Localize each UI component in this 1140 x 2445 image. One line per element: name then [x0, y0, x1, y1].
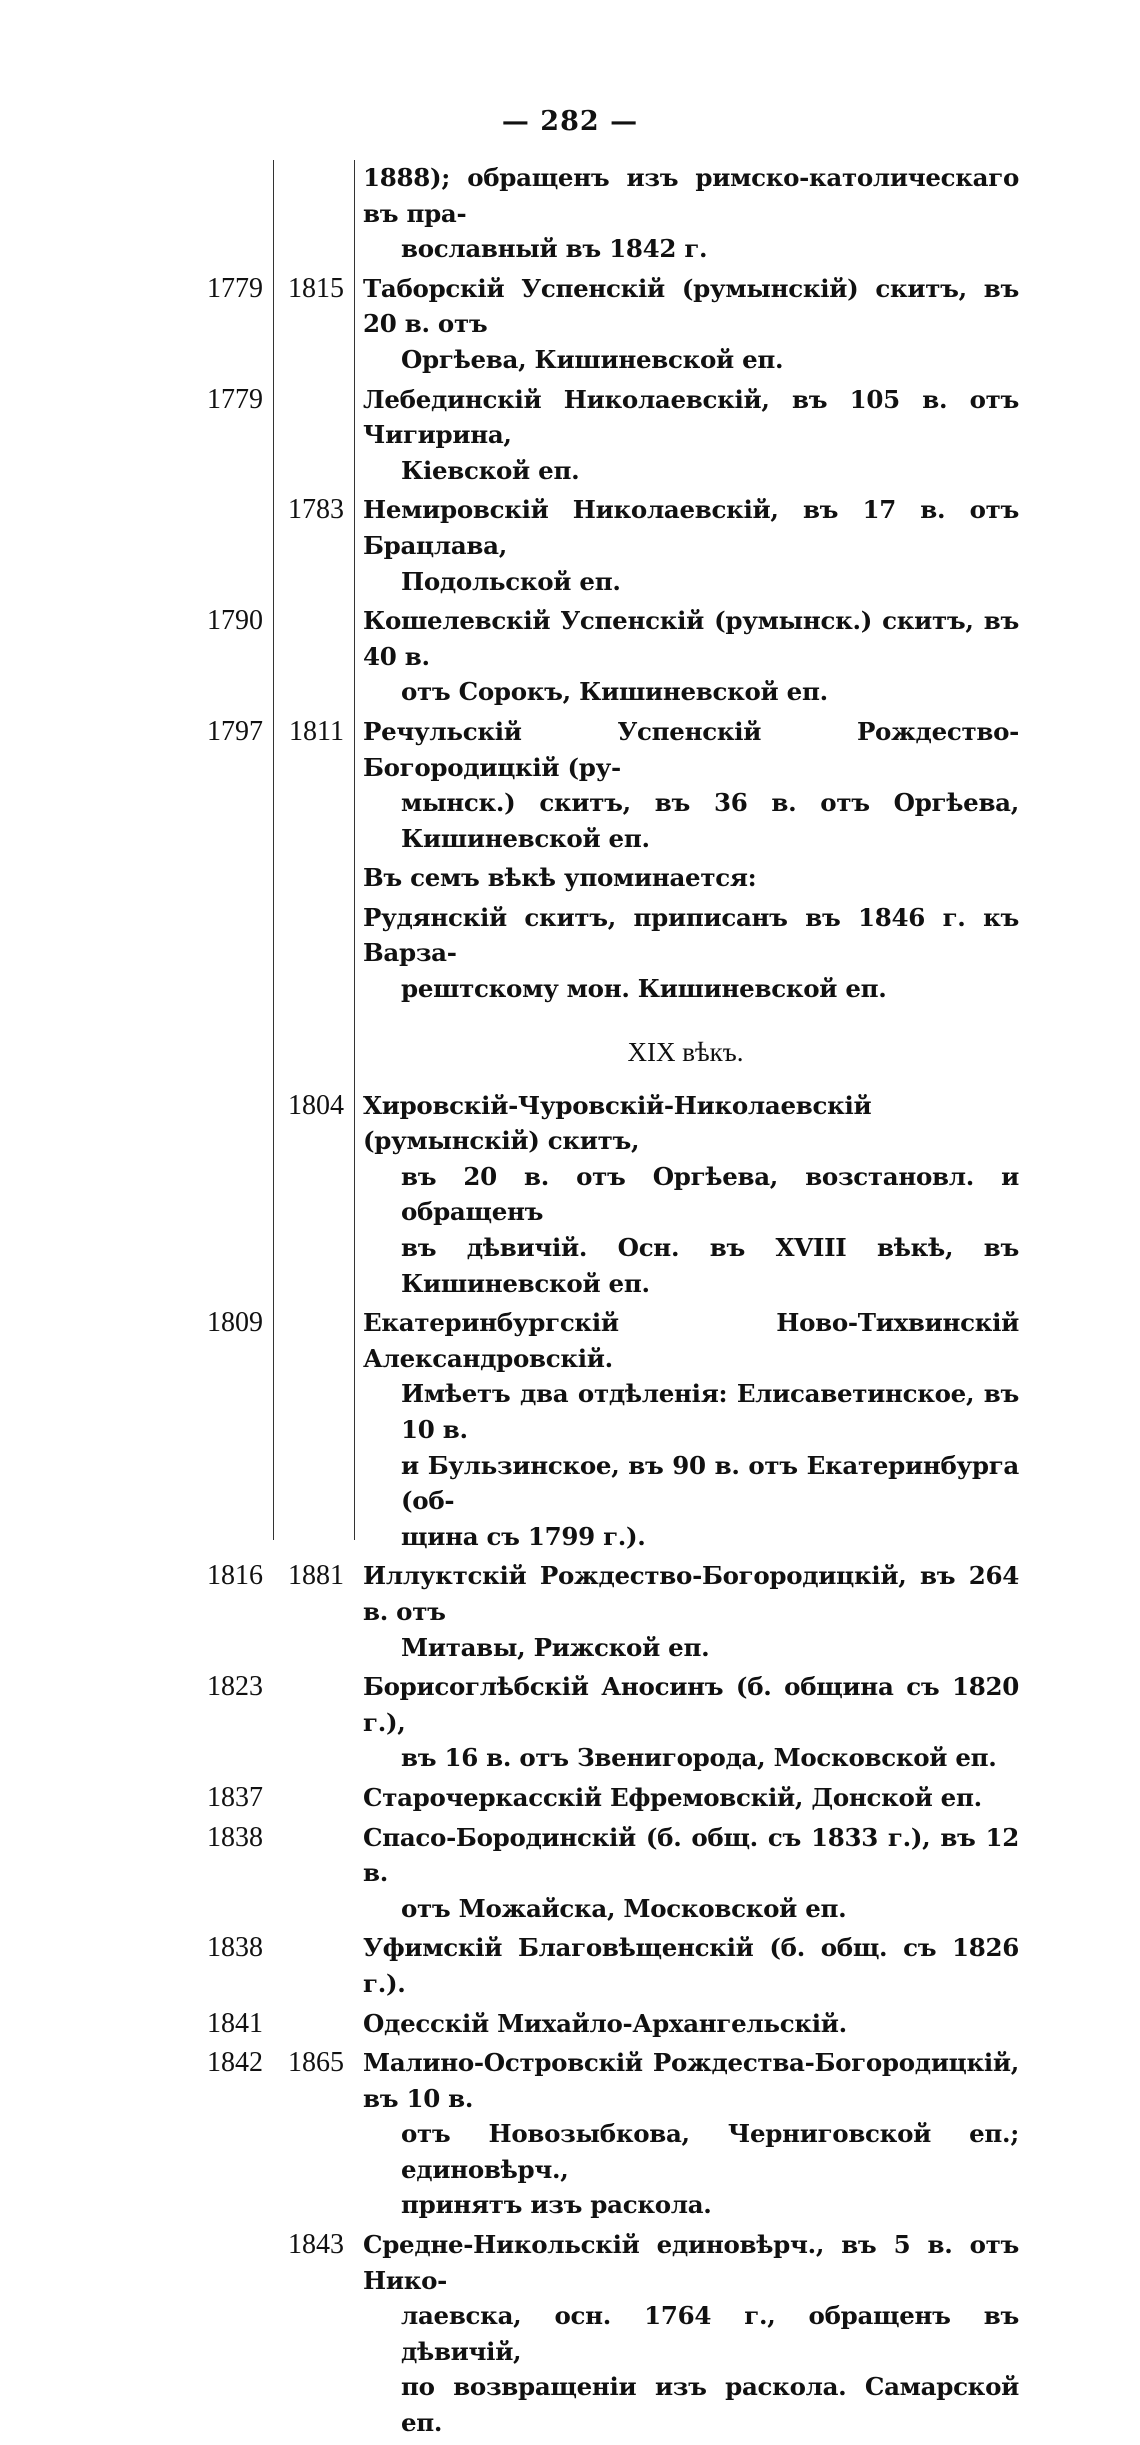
table-row — [180, 1820, 1030, 1927]
founding-year: 1823 — [207, 1671, 263, 1703]
description-line: Спасо-Бородинскій (б. общ. съ 1833 г.), въ 12 в. — [363, 1822, 1019, 1888]
description-line: Лебединскій Николаевскій, въ 105 в. отъ Чигирина, — [363, 384, 1019, 450]
table-row — [180, 492, 1030, 599]
description-line: Оргѣева, Кишиневской еп. — [401, 344, 784, 374]
description-line: по возвращеніи изъ раскола. Самарской еп. — [401, 2372, 1019, 2438]
founding-year: 1790 — [207, 605, 263, 637]
monastery-description — [354, 860, 1019, 896]
table-row — [180, 860, 1030, 896]
description-line: Старочеркасскій Ефремовскій, Донской еп. — [363, 1782, 982, 1812]
description-line: Одесскій Михайло-Архангельскій. — [363, 2008, 847, 2038]
monastery-description — [354, 2227, 1019, 2441]
table-body-19th-century — [180, 1088, 1030, 2445]
convent-year: 1804 — [288, 1089, 344, 1121]
table-row — [180, 2006, 1030, 2042]
column-rule-right — [354, 160, 355, 1540]
page-number: — 282 — — [501, 106, 639, 137]
description-line: Малино-Островскій Рождества-Богородицкій, въ 10 в. — [363, 2048, 1019, 2113]
monastery-description — [354, 2006, 1019, 2042]
table-row — [180, 1930, 1030, 2001]
description-line: лаевска, осн. 1764 г., обращенъ въ дѣвичій, — [401, 2301, 1019, 2366]
table-row — [180, 1669, 1030, 1776]
founding-year: 1809 — [207, 1307, 263, 1339]
description-line: отъ Можайска, Московской еп. — [401, 1893, 847, 1923]
description-line: Борисоглѣбскій Аносинъ (б. община съ 1820 г.), — [363, 1672, 1019, 1737]
convent-year: 1783 — [288, 494, 344, 526]
table-row — [180, 714, 1030, 856]
description-line: Кошелевскій Успенскій (румынск.) скитъ, въ 40 в. — [363, 606, 1019, 671]
table-row — [180, 382, 1030, 489]
description-line: Уфимскій Благовѣщенскій (б. общ. съ 1826 г.). — [363, 1933, 1019, 1998]
description-line: Речульскій Успенскій Рождество-Богородицкій (ру- — [363, 716, 1019, 782]
description-line: мынск.) скитъ, въ 36 в. отъ Оргѣева, Кишиневской еп. — [401, 788, 1019, 853]
table-row — [180, 1088, 1030, 1302]
founding-year: 1779 — [207, 383, 263, 415]
monastery-description — [354, 382, 1019, 489]
table-row — [180, 900, 1030, 1007]
description-line: Немировскій Николаевскій, въ 17 в. отъ Брацлава, — [363, 495, 1019, 560]
monastery-description — [354, 900, 1019, 1007]
convent-year: 1811 — [289, 715, 344, 747]
monastery-description — [354, 160, 1019, 267]
description-line: Кіевской еп. — [401, 455, 580, 485]
monastery-table — [180, 160, 1030, 2445]
description-line: Хировскій-Чуровскій-Николаевскій (румынскій) скитъ, — [363, 1090, 872, 1156]
description-line: Екатеринбургскій Ново-Тихвинскій Александровскій. — [363, 1308, 1019, 1373]
founding-year: 1779 — [207, 272, 263, 304]
convent-year: 1865 — [288, 2047, 344, 2079]
monastery-description — [354, 1305, 1019, 1554]
table-row — [180, 271, 1030, 378]
table-row — [180, 603, 1030, 710]
description-line: щина съ 1799 г.). — [401, 1521, 646, 1551]
description-line: Средне-Никольскій единовѣрч., въ 5 в. отъ Нико- — [363, 2230, 1019, 2295]
description-line: Имѣетъ два отдѣленія: Елисаветинское, въ 10 в. — [401, 1379, 1019, 1444]
monastery-description — [354, 1930, 1019, 2001]
monastery-description — [354, 714, 1019, 856]
description-line: и Бульзинское, въ 90 в. отъ Екатеринбурга (об- — [401, 1450, 1019, 1516]
monastery-description — [354, 1669, 1019, 1776]
description-line: Иллуктскій Рождество-Богородицкій, въ 264 в. отъ — [363, 1561, 1019, 1626]
table-row — [180, 160, 1030, 267]
table-body-18th-century — [180, 160, 1030, 1011]
table-row — [180, 2227, 1030, 2441]
description-line: отъ Новозыбкова, Черниговской еп.; единовѣрч., — [401, 2119, 1019, 2184]
description-line: вославный въ 1842 г. — [401, 234, 708, 264]
monastery-description — [354, 271, 1019, 378]
column-rule-left — [273, 160, 274, 1540]
convent-year: 1843 — [288, 2229, 344, 2261]
description-line: въ дѣвичій. Осн. въ XVIII вѣкѣ, въ Кишиневской еп. — [401, 1233, 1019, 1298]
founding-year: 1838 — [207, 1821, 263, 1853]
founding-year: 1842 — [207, 2047, 263, 2079]
table-row — [180, 1305, 1030, 1554]
convent-year: 1881 — [288, 1560, 344, 1592]
founding-year: 1816 — [207, 1560, 263, 1592]
description-line: Митавы, Рижской еп. — [401, 1632, 710, 1662]
monastery-description — [354, 1558, 1019, 1665]
table-row — [180, 2045, 1030, 2223]
monastery-description — [354, 1088, 1019, 1302]
convent-year: 1815 — [288, 272, 344, 304]
monastery-description — [354, 492, 1019, 599]
founding-year: 1838 — [207, 1932, 263, 1964]
description-line: рештскому мон. Кишиневской еп. — [401, 974, 887, 1004]
monastery-description — [354, 603, 1019, 710]
table-row — [180, 1780, 1030, 1816]
description-line: въ 20 в. отъ Оргѣева, возстановл. и обращенъ — [401, 1161, 1019, 1227]
monastery-description — [354, 1780, 1019, 1816]
description-line: принятъ изъ раскола. — [401, 2190, 712, 2220]
monastery-description — [354, 1820, 1019, 1927]
description-line: отъ Сорокъ, Кишиневской еп. — [401, 677, 828, 707]
founding-year: 1797 — [207, 715, 263, 747]
table-row — [180, 1558, 1030, 1665]
founding-year: 1837 — [207, 1781, 263, 1813]
founding-year: 1841 — [207, 2007, 263, 2039]
description-line: Подольской еп. — [401, 566, 621, 596]
monastery-description — [354, 2045, 1019, 2223]
section-title: XIX вѣкъ. — [627, 1036, 744, 1067]
description-line: Рудянскій скитъ, приписанъ въ 1846 г. къ Варза- — [363, 902, 1019, 968]
description-line: Въ семъ вѣкѣ упоминается: — [363, 863, 757, 893]
description-line: Таборскій Успенскій (румынскій) скитъ, въ 20 в. отъ — [363, 273, 1019, 339]
description-line: 1888); обращенъ изъ римско-католическаго въ пра- — [363, 163, 1019, 228]
description-line: въ 16 в. отъ Звенигорода, Московской еп. — [401, 1743, 997, 1773]
